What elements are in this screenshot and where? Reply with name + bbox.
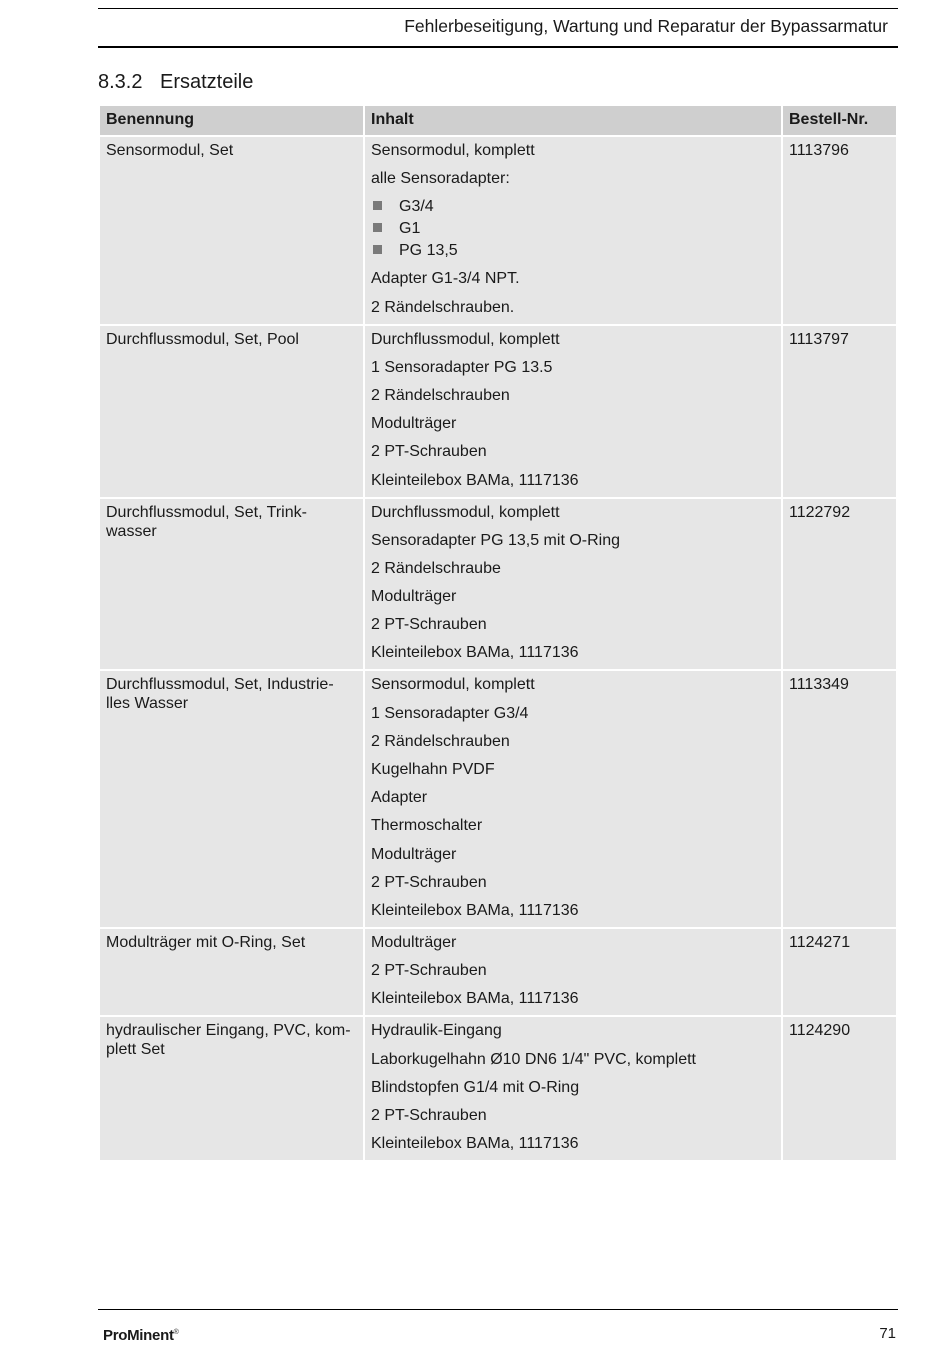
contents-line: Durchflussmodul, komplett	[371, 503, 560, 521]
square-bullet-icon	[373, 223, 382, 232]
part-contents	[365, 671, 781, 927]
part-name-text: Durchflussmodul, Set, Trink- wasser	[106, 503, 307, 540]
part-name-text: Durchflussmodul, Set, Industrie- lles Wasser	[106, 676, 334, 713]
logo-text-minent: Minent	[127, 1327, 174, 1344]
running-header: Fehlerbeseitigung, Wartung und Reparatur der Bypassarmatur	[404, 16, 888, 36]
part-name-text: Durchflussmodul, Set, Pool	[106, 330, 299, 348]
prominent-logo	[103, 1327, 179, 1344]
part-name	[100, 1017, 363, 1160]
registered-mark: ®	[173, 1329, 179, 1336]
table-row	[100, 137, 896, 324]
order-number: 1124290	[783, 1017, 896, 1160]
table-body	[100, 137, 896, 1160]
contents-line: Adapter	[371, 789, 428, 807]
list-item-text: G1	[399, 220, 421, 238]
part-name	[100, 929, 363, 1015]
list-item	[371, 197, 775, 219]
contents-line: 2 PT-Schrauben	[371, 873, 487, 891]
part-name	[100, 671, 363, 927]
table-row	[100, 326, 896, 497]
contents-line: Modulträger	[371, 845, 457, 863]
contents-line: 2 Rändelschraube	[371, 559, 501, 577]
list-item	[371, 241, 775, 263]
column-header-name: Benennung	[100, 106, 363, 135]
table-row	[100, 671, 896, 927]
part-contents	[365, 326, 781, 497]
section-number: 8.3.2	[98, 71, 143, 93]
contents-line: Kleinteilebox BAMa, 1117136	[371, 990, 579, 1008]
part-name-text: Modulträger mit O-Ring, Set	[106, 933, 306, 951]
contents-line: Sensormodul, komplett	[371, 676, 535, 694]
adapter-list	[371, 197, 775, 263]
part-name	[100, 137, 363, 324]
square-bullet-icon	[373, 245, 382, 254]
column-header-order-no: Bestell-Nr.	[783, 106, 896, 135]
order-number: 1113796	[783, 137, 896, 324]
order-number: 1113349	[783, 671, 896, 927]
contents-line: Adapter G1-3/4 NPT.	[371, 270, 520, 288]
order-number: 1124271	[783, 929, 896, 1015]
top-rule	[98, 8, 898, 9]
table-row	[100, 1017, 896, 1160]
part-contents	[365, 929, 781, 1015]
header-rule	[98, 46, 898, 48]
list-item-text: G3/4	[399, 198, 434, 216]
part-contents	[365, 1017, 781, 1160]
order-number: 1113797	[783, 326, 896, 497]
column-header-contents: Inhalt	[365, 106, 781, 135]
logo-text-pro: Pro	[103, 1327, 128, 1344]
section-title: Ersatzteile	[160, 71, 254, 93]
list-item-text: PG 13,5	[399, 242, 458, 260]
contents-line: Modulträger	[371, 415, 457, 433]
contents-line: Modulträger	[371, 588, 457, 606]
table-row	[100, 929, 896, 1015]
part-name	[100, 326, 363, 497]
table-row	[100, 499, 896, 670]
contents-line: 2 PT-Schrauben	[371, 443, 487, 461]
list-item	[371, 219, 775, 241]
contents-line: 2 Rändelschrauben.	[371, 298, 515, 316]
table-header-row	[100, 106, 896, 135]
part-name-text: hydraulischer Eingang, PVC, kom- plett Set	[106, 1022, 351, 1059]
contents-line: Sensormodul, komplett	[371, 142, 535, 159]
page-number: 71	[879, 1325, 896, 1342]
contents-line: 2 PT-Schrauben	[371, 962, 487, 980]
contents-line: 1 Sensoradapter G3/4	[371, 704, 529, 722]
contents-line: 2 Rändelschrauben	[371, 732, 510, 750]
contents-line: 2 PT-Schrauben	[371, 1106, 487, 1124]
contents-line: 2 Rändelschrauben	[371, 386, 510, 404]
contents-line: Kleinteilebox BAMa, 1117136	[371, 901, 579, 919]
contents-line: Kleinteilebox BAMa, 1117136	[371, 471, 579, 489]
contents-line: Hydraulik-Eingang	[371, 1022, 502, 1040]
contents-line: Kleinteilebox BAMa, 1117136	[371, 644, 579, 662]
contents-line: Thermoschalter	[371, 817, 483, 835]
contents-line: alle Sensoradapter:	[371, 170, 510, 188]
section-heading	[98, 71, 253, 94]
order-number: 1122792	[783, 499, 896, 670]
part-contents	[365, 137, 781, 324]
contents-line: 1 Sensoradapter PG 13.5	[371, 358, 553, 376]
part-name-text: Sensormodul, Set	[106, 142, 234, 159]
spare-parts-table	[98, 104, 898, 1162]
contents-line: 2 PT-Schrauben	[371, 616, 487, 634]
part-name	[100, 499, 363, 670]
contents-line: Durchflussmodul, komplett	[371, 330, 560, 348]
contents-line: Laborkugelhahn Ø10 DN6 1/4" PVC, komplett	[371, 1050, 696, 1068]
contents-line: Kugelhahn PVDF	[371, 761, 495, 778]
contents-line: Modulträger	[371, 933, 457, 951]
square-bullet-icon	[373, 201, 382, 210]
part-contents	[365, 499, 781, 670]
footer-rule	[98, 1309, 898, 1310]
contents-line: Kleinteilebox BAMa, 1117136	[371, 1135, 579, 1153]
contents-line: Blindstopfen G1/4 mit O-Ring	[371, 1078, 580, 1096]
contents-line: Sensoradapter PG 13,5 mit O-Ring	[371, 531, 621, 549]
